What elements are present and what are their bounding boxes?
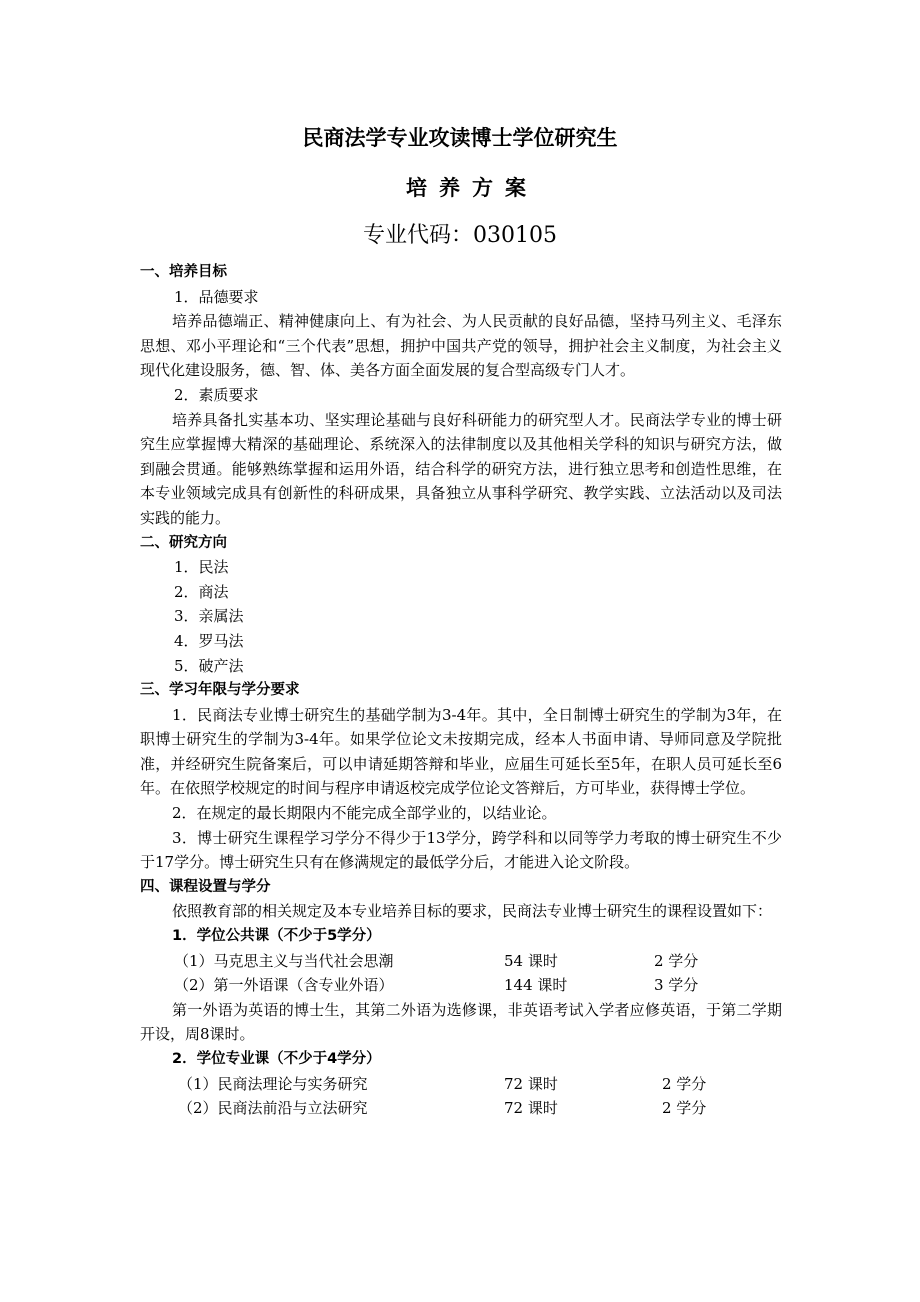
section-heading-duration: 三、学习年限与学分要求 xyxy=(140,682,300,699)
duration-paragraph: 3．博士研究生课程学习学分不得少于13学分，跨学科和以同等学力考取的博士研究生不少于17学分。博士研究生只有在修满规定的最低学分后，才能进入论文阶段。 xyxy=(140,828,782,872)
course-row xyxy=(140,949,782,974)
course-row xyxy=(140,973,782,998)
direction-item: 4．罗马法 xyxy=(174,631,244,650)
document-body xyxy=(140,260,782,1121)
course-row xyxy=(140,1096,782,1121)
section-heading-courses: 四、课程设置与学分 xyxy=(140,878,271,895)
language-note: 第一外语为英语的博士生，其第二外语为选修课，非英语考试入学者应修英语，于第二学期开设，周8课时。 xyxy=(140,1000,782,1044)
major-code: 专业代码：030105 xyxy=(363,223,557,248)
direction-item: 2．商法 xyxy=(174,582,229,601)
course-hours: 72 课时 xyxy=(504,1074,558,1093)
duration-paragraph: 1．民商法专业博士研究生的基础学制为3-4年。其中，全日制博士研究生的学制为3年，在职博士研究生的学制为3-4年。如果学位论文未按期完成，经本人书面申请、导师同意及学院批准，并经研究生院备案后，可以申请延期答辩和毕业，应届生可延长至5年，在职人员可延长至6年。在依照学校规定的时间与程序申请返校完成学位论文答辩后，方可毕业，获得博士学位。 xyxy=(140,705,782,798)
course-credits: 2 学分 xyxy=(654,951,699,970)
direction-item: 1．民法 xyxy=(174,558,229,577)
direction-item: 3．亲属法 xyxy=(174,607,244,626)
courses-intro: 依照教育部的相关规定及本专业培养目标的要求，民商法专业博士研究生的课程设置如下： xyxy=(172,902,773,921)
course-credits: 3 学分 xyxy=(654,976,699,995)
course-hours: 144 课时 xyxy=(504,976,568,995)
course-group-title: 1．学位公共课（不少于5学分） xyxy=(172,928,381,945)
goal-item-quality: 2．素质要求 xyxy=(174,385,259,404)
section-heading-goals: 一、培养目标 xyxy=(140,264,227,280)
goal-paragraph-morality: 培养品德端正、精神健康向上、有为社会、为人民贡献的良好品德，坚持马列主义、毛泽东思想、邓小平理论和“三个代表”思想，拥护中国共产党的领导，拥护社会主义制度，为社会主义现代化建设服务，德、智、体、美各方面全面发展的复合型高级专门人才。 xyxy=(140,312,782,380)
goal-paragraph-quality: 培养具备扎实基本功、坚实理论基础与良好科研能力的研究型人才。民商法学专业的博士研究生应掌握博大精深的基础理论、系统深入的法律制度以及其他相关学科的知识与研究方法，做到融会贯通。能够熟练掌握和运用外语，结合科学的研究方法，进行独立思考和创造性思维，在本专业领域完成具有创新性的科研成果，具备独立从事科学研究、教学实践、立法活动以及司法实践的能力。 xyxy=(140,410,782,527)
course-hours: 72 课时 xyxy=(504,1099,558,1118)
direction-item: 5．破产法 xyxy=(174,656,244,675)
course-row xyxy=(140,1072,782,1097)
course-name: （2）第一外语课（含专业外语） xyxy=(174,976,394,995)
document-title: 民商法学专业攻读博士学位研究生 xyxy=(302,125,618,150)
course-name: （1）马克思主义与当代社会思潮 xyxy=(174,951,394,970)
course-name: （2）民商法前沿与立法研究 xyxy=(178,1099,368,1118)
goal-item-morality: 1．品德要求 xyxy=(174,287,259,306)
course-hours: 54 课时 xyxy=(504,951,558,970)
course-credits: 2 学分 xyxy=(662,1074,707,1093)
course-group-title: 2．学位专业课（不少于4学分） xyxy=(172,1051,381,1067)
course-name: （1）民商法理论与实务研究 xyxy=(178,1074,368,1093)
document-subtitle: 培养方案 xyxy=(406,175,538,200)
section-heading-directions: 二、研究方向 xyxy=(140,534,227,551)
duration-paragraph: 2．在规定的最长期限内不能完成全部学业的，以结业论。 xyxy=(172,804,557,823)
course-credits: 2 学分 xyxy=(662,1099,707,1118)
